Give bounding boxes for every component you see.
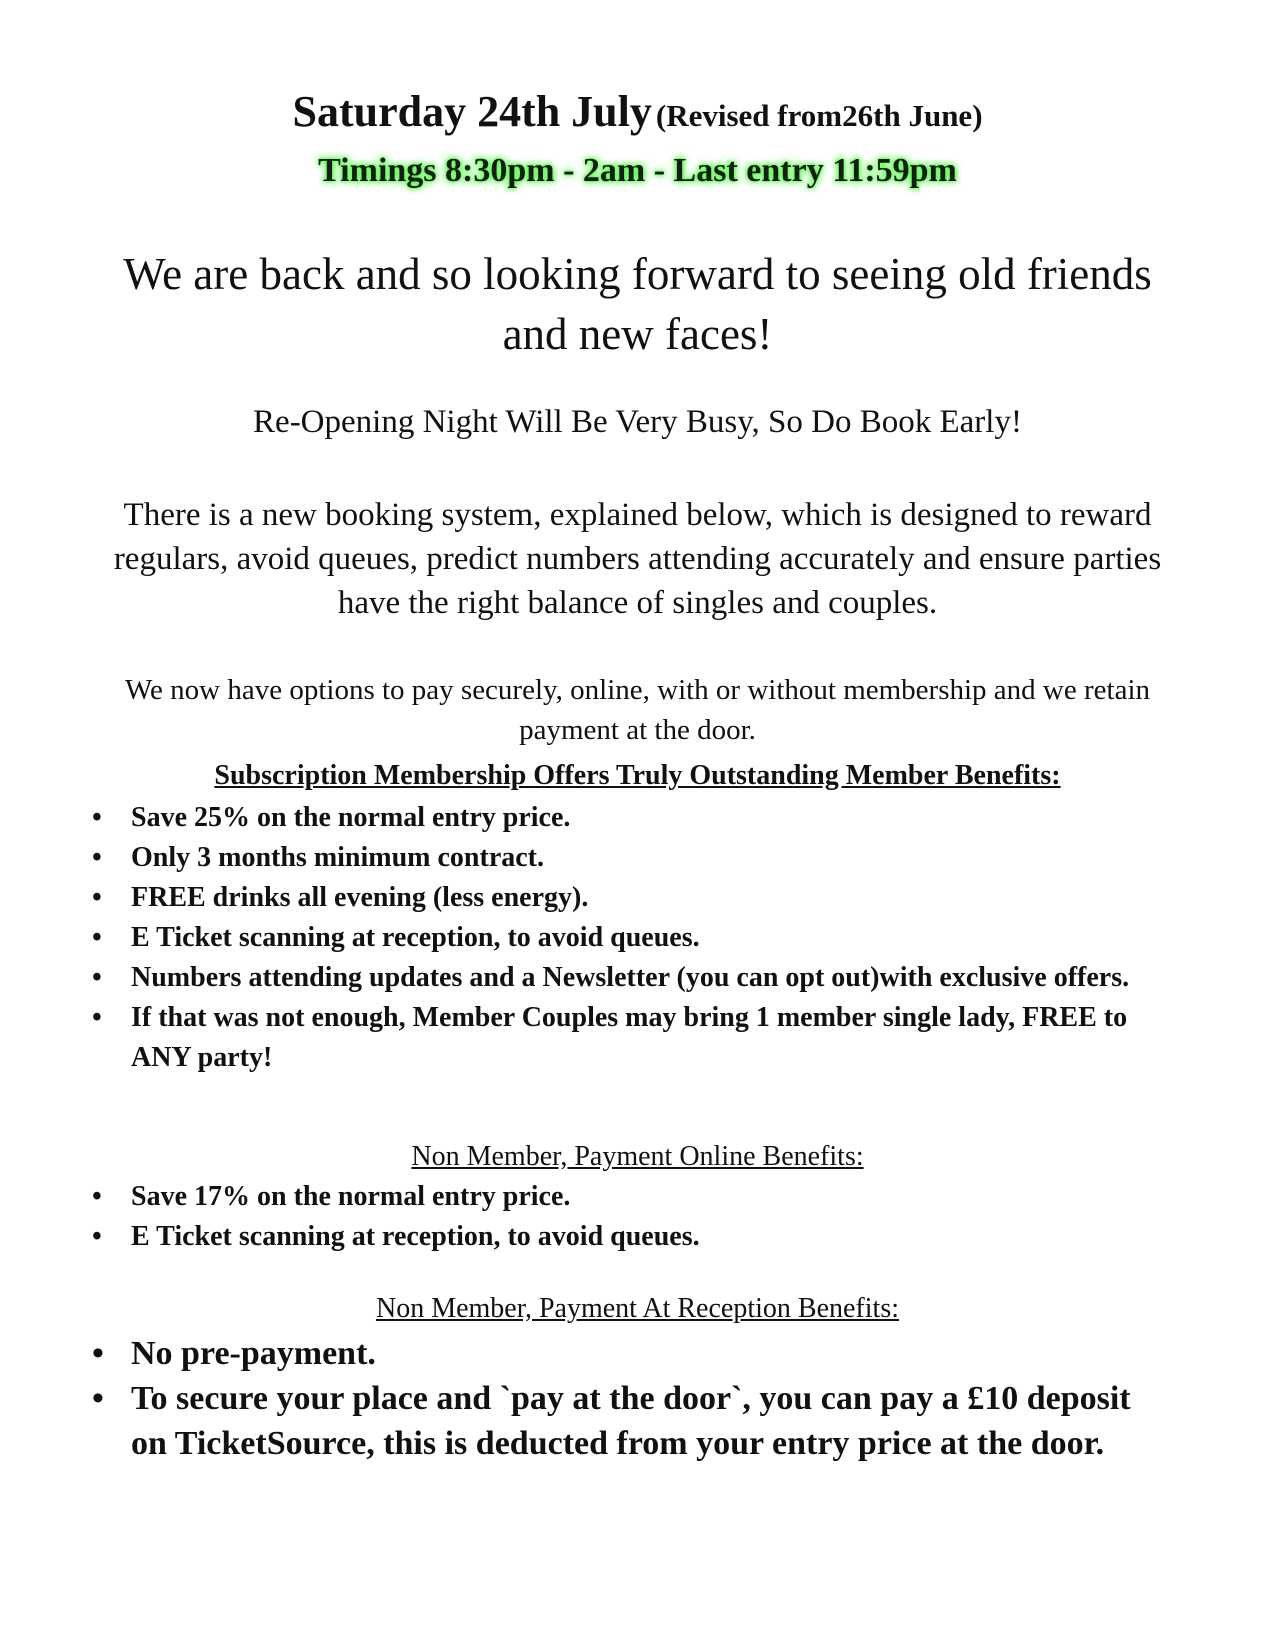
event-date-heading	[0, 86, 1275, 137]
reception-benefits-list	[90, 1331, 1150, 1466]
payment-options-text: We now have options to pay securely, online, with or without membership and we retain payment at the door.	[124, 674, 1151, 746]
membership-heading: Subscription Membership Offers Truly Outstanding Member Benefits:	[214, 760, 1061, 791]
list-item: • To secure your place and `pay at the door`, you can pay a £10 deposit on TicketSource, this is deducted from your entry price at the door.	[90, 1376, 1150, 1466]
booking-system-text: There is a new booking system, explained below, which is designed to reward regulars, avoid queues, predict numbers attending accurately and ensure parties have the right balance of singles and couples.	[113, 497, 1162, 621]
list-item: • E Ticket scanning at reception, to avoid queues.	[90, 1217, 1150, 1257]
event-timings: Timings 8:30pm - 2am - Last entry 11:59pm	[318, 152, 957, 189]
intro-headline: We are back and so looking forward to seeing old friends and new faces!	[123, 249, 1152, 359]
busy-notice: Re-Opening Night Will Be Very Busy, So Do Book Early!	[253, 404, 1022, 440]
online-payment-heading: Non Member, Payment Online Benefits:	[411, 1141, 864, 1172]
list-item: • Numbers attending updates and a Newsletter (you can opt out)with exclusive offers.	[90, 958, 1150, 998]
list-item: • E Ticket scanning at reception, to avoid queues.	[90, 918, 1150, 958]
event-date: Saturday 24th July	[292, 87, 652, 136]
revised-note: (Revised from26th June)	[655, 98, 983, 133]
list-item: • Only 3 months minimum contract.	[90, 838, 1150, 878]
list-item: • Save 25% on the normal entry price.	[90, 798, 1150, 838]
list-item: • If that was not enough, Member Couples may bring 1 member single lady, FREE to ANY party!	[90, 998, 1150, 1078]
list-item: • No pre-payment.	[90, 1331, 1150, 1376]
membership-benefits-list	[90, 798, 1150, 1078]
list-item: • FREE drinks all evening (less energy).	[90, 878, 1150, 918]
reception-payment-heading: Non Member, Payment At Reception Benefits:	[375, 1293, 899, 1324]
online-benefits-list	[90, 1177, 1150, 1257]
list-item: • Save 17% on the normal entry price.	[90, 1177, 1150, 1217]
